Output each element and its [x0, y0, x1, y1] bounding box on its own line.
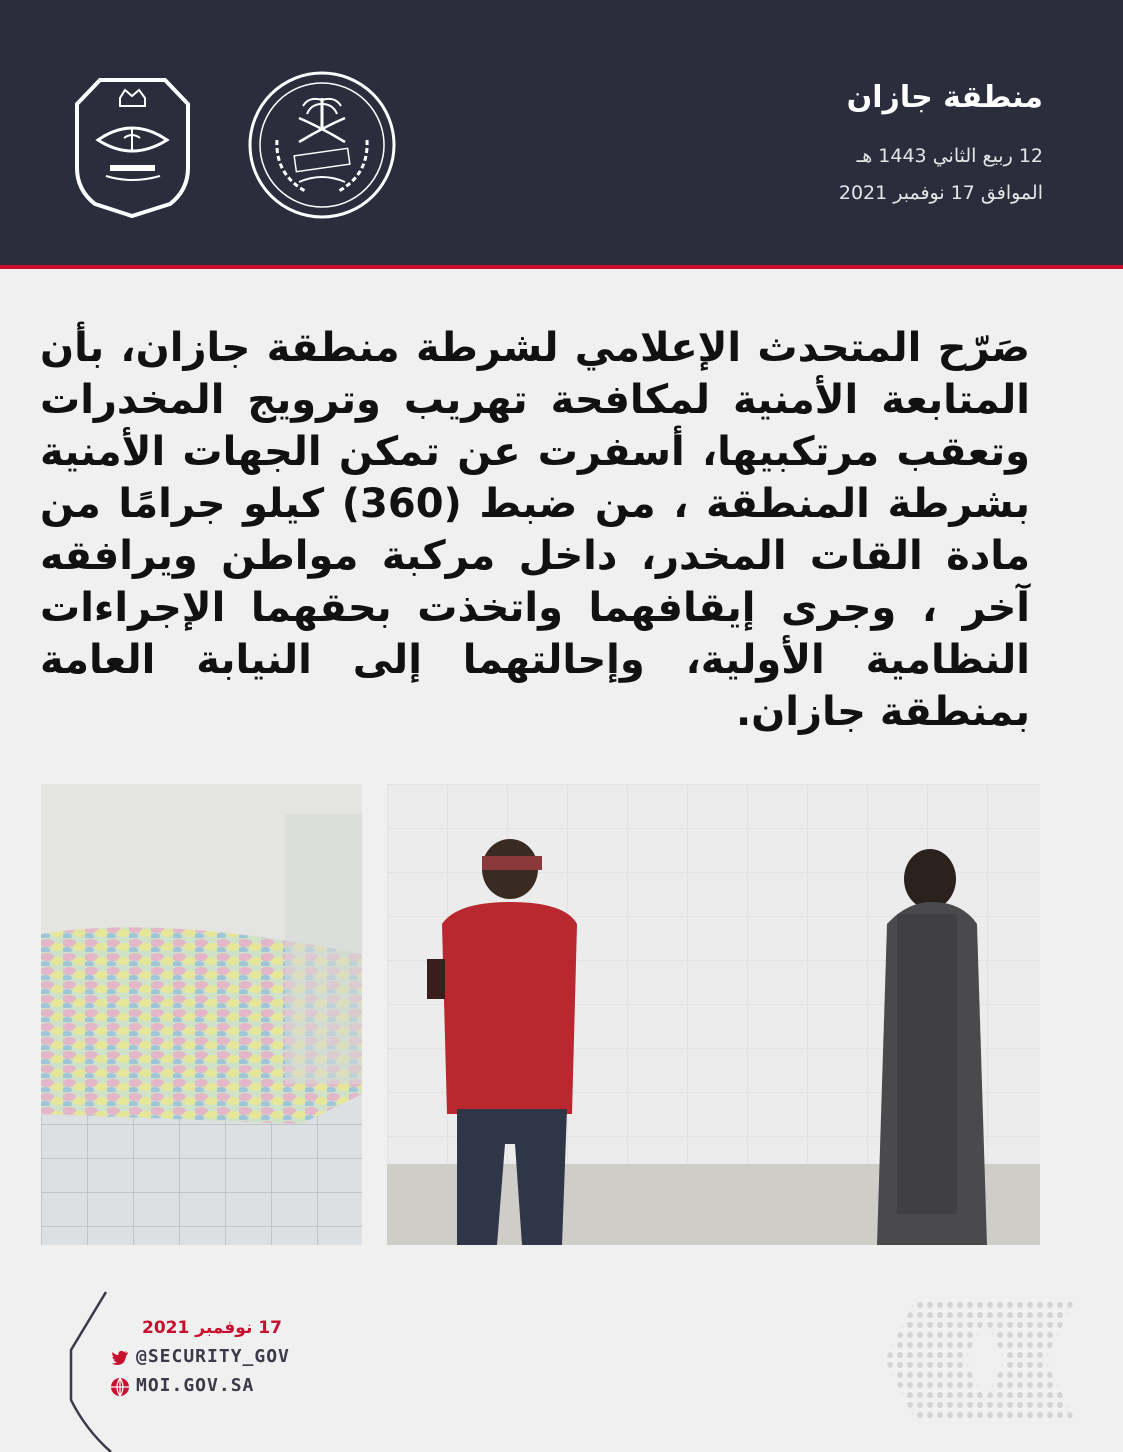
decorative-dot-grid: [885, 1300, 1075, 1420]
footer-date: 17 نوفمبر 2021: [142, 1318, 282, 1338]
ministry-emblem-logo: [247, 70, 397, 220]
gregorian-date: الموافق 17 نوفمبر 2021: [838, 182, 1043, 204]
press-statement: صَرّح المتحدث الإعلامي لشرطة منطقة جازان، بأن المتابعة الأمنية لمكافحة تهريب وترويج المخدرات وتعقب مرتكبيها، أسفرت عن تمكن الجهات الأمنية بشرطة المنطقة ، من ضبط (360) كيلو جرامًا من مادة القات المخدر، داخل مركبة مواطن ويرافقه آخر ، وجرى إيقافهما واتخذت بحقهما الإجراءات النظامية الأولية، وإحالتهما إلى النيابة العامة بمنطقة جازان.: [40, 325, 1031, 735]
suspects-photo: [387, 784, 1040, 1245]
accent-divider: [0, 265, 1123, 269]
hijri-date: 12 ربيع الثاني 1443 هـ: [856, 145, 1043, 167]
region-title: منطقة جازان: [846, 80, 1043, 115]
footer-shield-outline: [66, 1290, 276, 1452]
seized-khat-bags-photo: [41, 784, 362, 1245]
globe-icon: [110, 1377, 130, 1397]
public-security-shield-logo: [70, 68, 195, 220]
twitter-handle[interactable]: @SECURITY_GOV: [136, 1346, 290, 1367]
website-link[interactable]: MOI.GOV.SA: [136, 1375, 255, 1396]
twitter-icon: [110, 1348, 130, 1368]
